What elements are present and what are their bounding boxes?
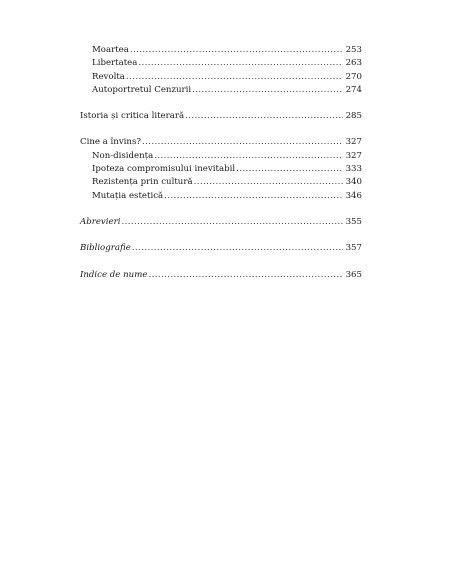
toc-entry-page: 357 xyxy=(345,243,362,254)
toc-entry xyxy=(80,242,362,255)
toc-entry-title: Moartea xyxy=(92,45,129,55)
toc-entry xyxy=(80,84,362,97)
toc-entry xyxy=(80,216,362,229)
toc-entry xyxy=(80,163,362,176)
toc-entry-page: 355 xyxy=(345,216,362,227)
toc-entry-title: Mutația estetică xyxy=(92,190,164,201)
toc-entry-title: Rezistența prin cultură xyxy=(92,177,193,188)
toc-entry xyxy=(80,190,362,203)
toc-entry xyxy=(80,150,362,163)
toc-entry-title: Istoria și critica literară xyxy=(80,111,185,122)
toc-entry-page: 253 xyxy=(345,45,362,55)
toc-entry-page: 327 xyxy=(345,150,362,161)
toc-entry-title: Ipoteza compromisului inevitabil xyxy=(92,164,236,175)
toc-entry-page: 365 xyxy=(345,269,362,280)
toc-dot-leader xyxy=(194,176,343,189)
toc-entry-page: 263 xyxy=(345,58,362,69)
toc-entry xyxy=(80,57,362,70)
toc-dot-leader xyxy=(142,136,343,149)
toc-entry-page: 270 xyxy=(345,71,362,82)
toc-dot-leader xyxy=(126,71,343,84)
toc-dot-leader xyxy=(138,57,343,70)
toc-dot-leader xyxy=(148,269,343,282)
toc-entry-title: Abrevieri xyxy=(80,216,121,227)
toc-entry-page: 346 xyxy=(345,190,362,201)
toc-entry-page: 327 xyxy=(345,137,362,148)
toc-dot-leader xyxy=(132,242,343,255)
toc-dot-leader xyxy=(192,84,343,97)
toc-entry xyxy=(80,44,362,57)
toc-entry-page: 333 xyxy=(345,164,362,175)
toc-dot-leader xyxy=(164,190,343,203)
toc-entry-title: Revolta xyxy=(92,71,125,82)
toc-entry xyxy=(80,110,362,123)
toc-entry-title: Libertatea xyxy=(92,58,138,69)
toc-entry-title: Indice de nume xyxy=(80,269,148,280)
toc-entry-page: 274 xyxy=(345,84,362,95)
toc-entry xyxy=(80,136,362,149)
toc-entry-page: 285 xyxy=(345,111,362,122)
toc-dot-leader xyxy=(121,216,343,229)
toc-entry-page: 340 xyxy=(345,177,362,188)
toc-entry-title: Autoportretul Cenzurii xyxy=(92,84,192,95)
toc-dot-leader xyxy=(185,110,343,123)
toc-entry-title: Cine a învins? xyxy=(80,137,141,148)
toc-entry xyxy=(80,269,362,282)
toc-dot-leader xyxy=(130,44,343,57)
toc-entry-title: Non-disidența xyxy=(92,150,154,161)
table-of-contents xyxy=(80,44,362,282)
toc-dot-leader xyxy=(154,150,343,163)
toc-entry xyxy=(80,176,362,189)
toc-dot-leader xyxy=(236,163,343,176)
toc-entry-title: Bibliografie xyxy=(80,243,131,254)
toc-entry xyxy=(80,71,362,84)
